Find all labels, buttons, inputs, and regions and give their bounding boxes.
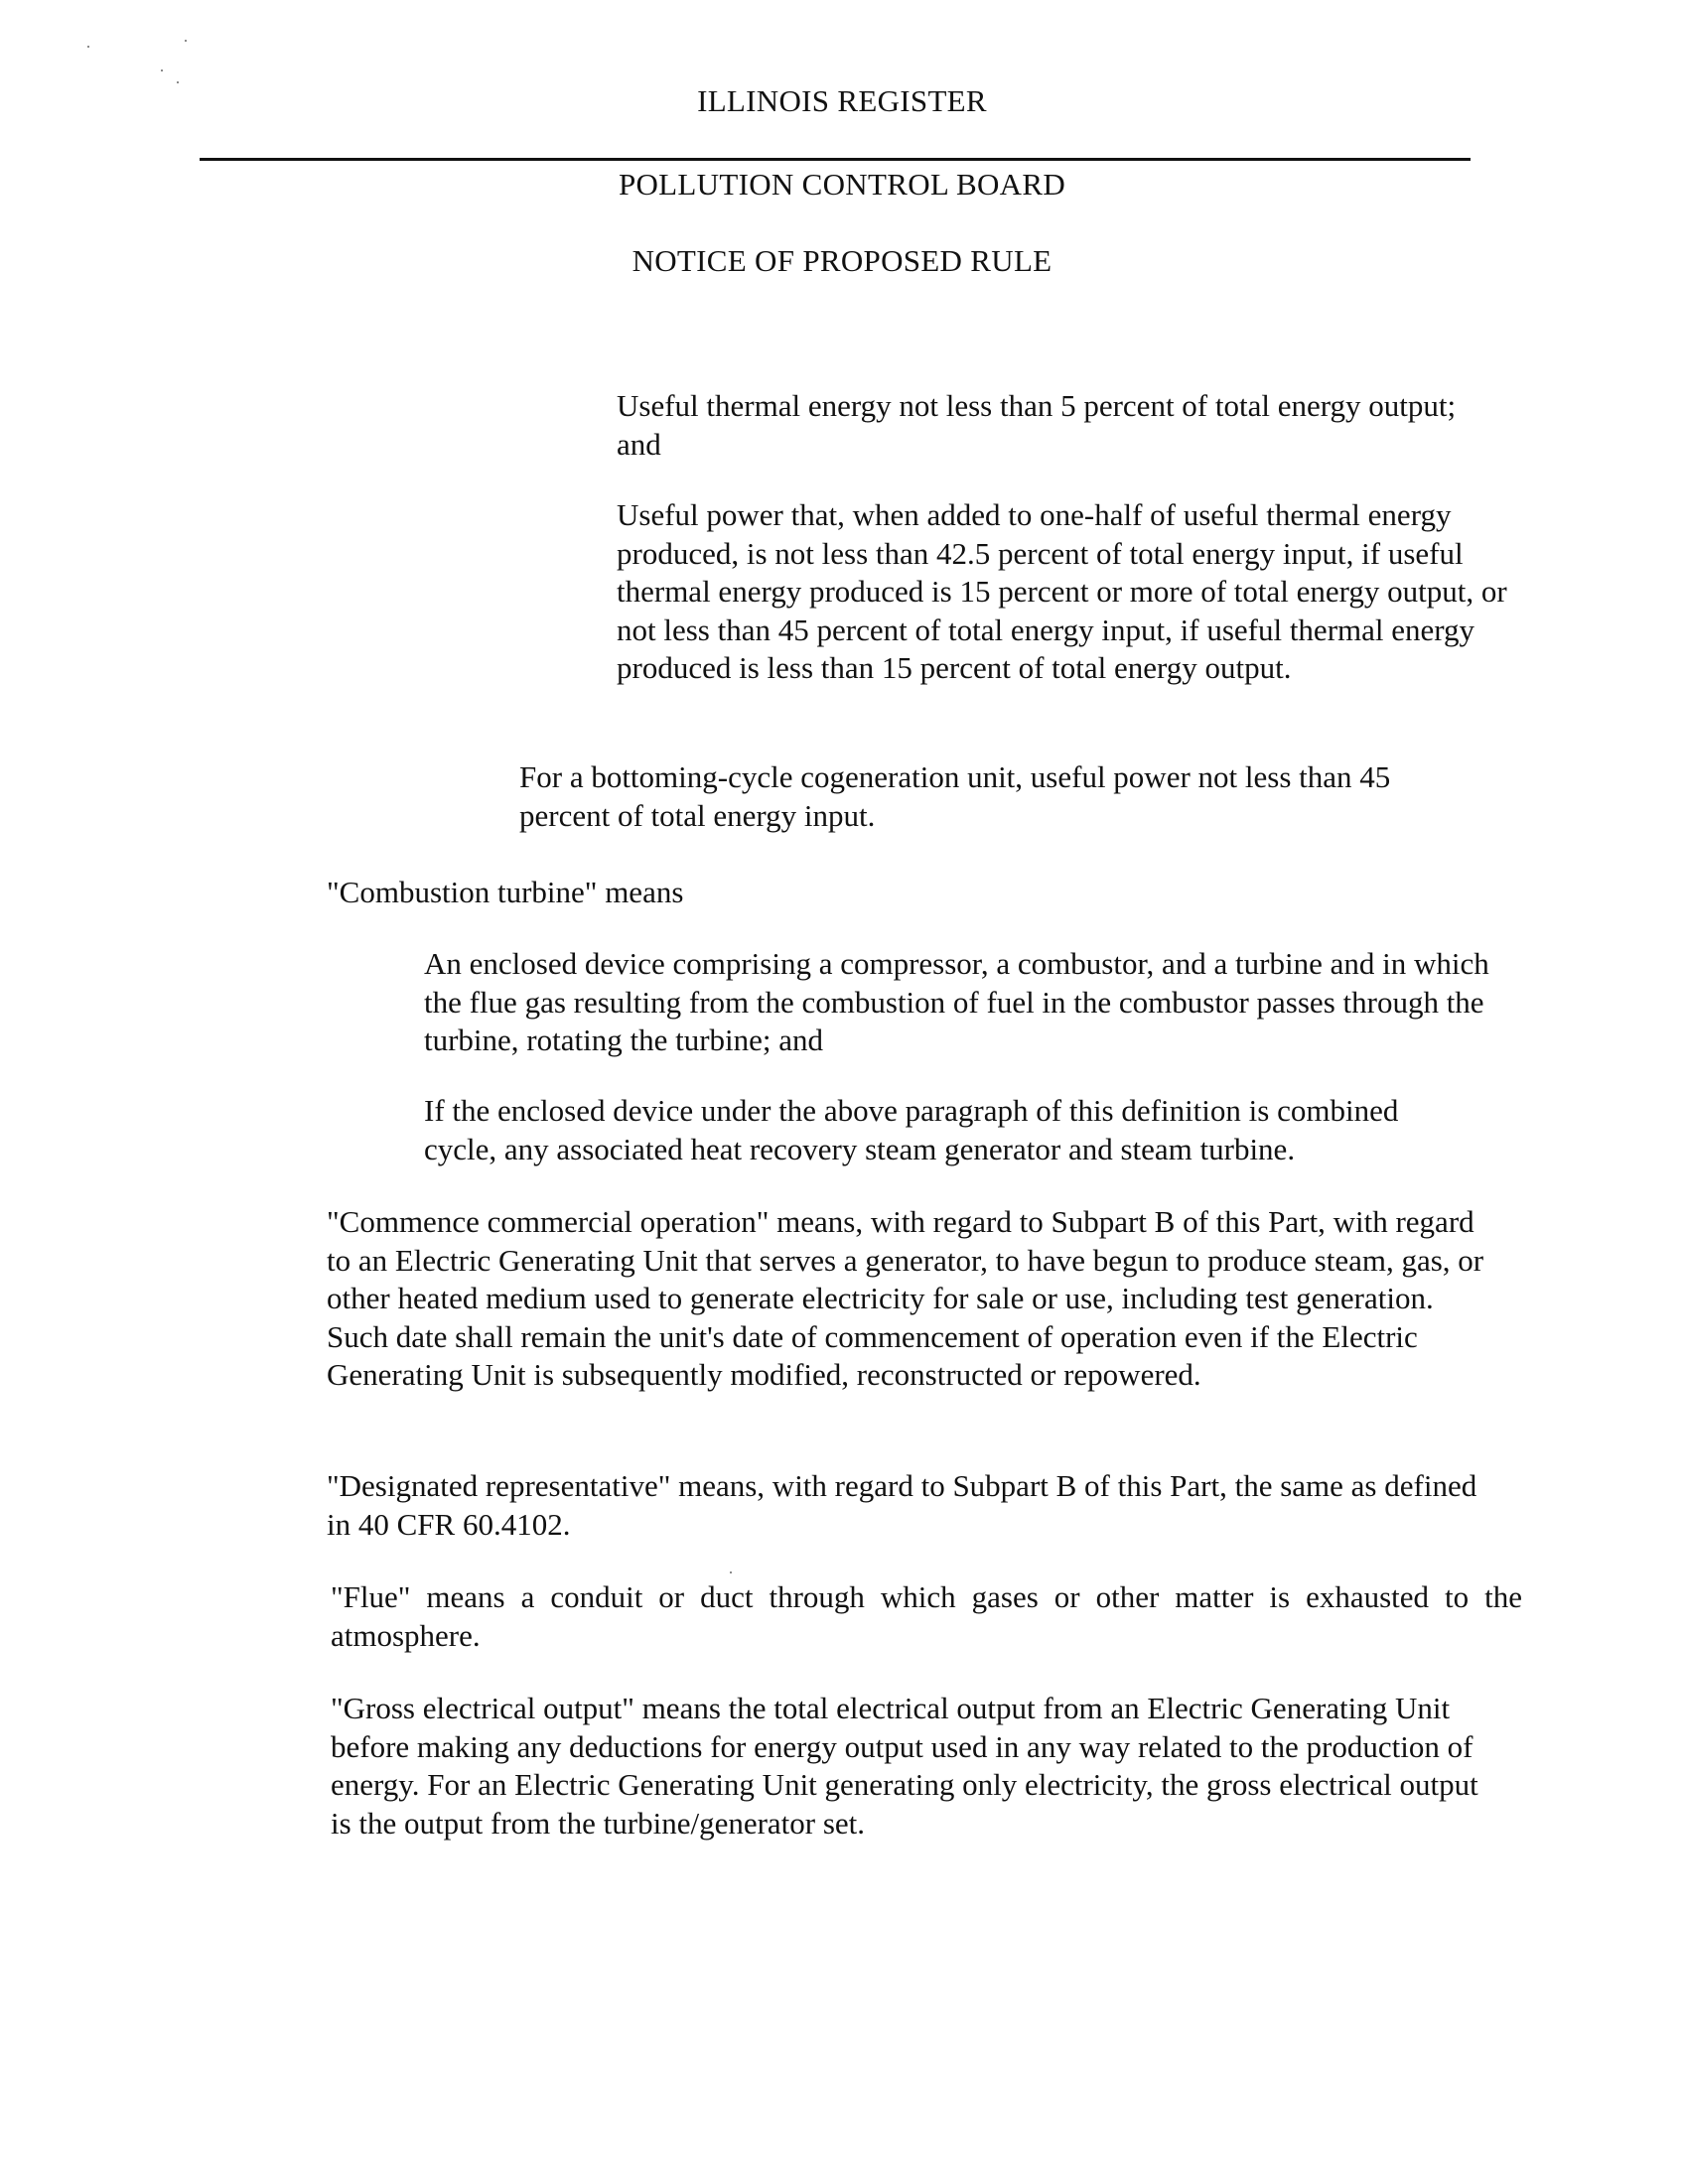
scan-speck xyxy=(161,69,163,71)
definition-combustion-turbine: "Combustion turbine" means xyxy=(327,875,684,909)
definition-designated-representative: "Designated representative" means, with regard to Subpart B of this Part, the same as defined in 40 CFR 60.4102. xyxy=(327,1468,1477,1542)
definition-flue: "Flue" means a conduit or duct through which gases or other matter is exhausted to the atmosphere. xyxy=(331,1579,1522,1653)
definition-commence-commercial-operation: "Commence commercial operation" means, with regard to Subpart B of this Part, with regard to an Electric Generating Unit that serves a generator, to have begun to produce steam, gas, or other heated medium used to generate electricity for sale or use, including test generation. Such date shall remain the unit's date of commencement of operation even if the Electric Generating Unit is subsequently modified, reconstructed or repowered. xyxy=(327,1204,1484,1392)
register-title: ILLINOIS REGISTER xyxy=(697,83,987,118)
paragraph-combined-cycle: If the enclosed device under the above paragraph of this definition is combined cycle, any associated heat recovery steam generator and steam turbine. xyxy=(424,1093,1399,1166)
header-divider xyxy=(200,158,1471,161)
board-name: POLLUTION CONTROL BOARD xyxy=(618,167,1066,202)
paragraph-bottoming-cycle: For a bottoming-cycle cogeneration unit, useful power not less than 45 percent of total energy input. xyxy=(519,759,1391,833)
paragraph-useful-power: Useful power that, when added to one-half of useful thermal energy produced, is not less than 42.5 percent of total energy input, if useful thermal energy produced is 15 percent or more of total energy output, or not less than 45 percent of total energy input, if useful thermal energy produced is less than 15 percent of total energy output. xyxy=(617,497,1507,685)
definition-gross-electrical-output: "Gross electrical output" means the total electrical output from an Electric Generating Unit before making any deductions for energy output used in any way related to the production of energy. For an Electric Generating Unit generating only electricity, the gross electrical output is the output from the turbine/generator set. xyxy=(331,1691,1478,1841)
scan-speck xyxy=(87,46,89,48)
scan-speck xyxy=(185,40,187,42)
notice-title: NOTICE OF PROPOSED RULE xyxy=(632,243,1052,278)
scan-speck xyxy=(730,1571,732,1573)
paragraph-thermal-energy: Useful thermal energy not less than 5 percent of total energy output; and xyxy=(617,388,1457,462)
paragraph-enclosed-device: An enclosed device comprising a compressor, a combustor, and a turbine and in which the flue gas resulting from the combustion of fuel in the combustor passes through the turbine, rotating the turbine; and xyxy=(424,946,1489,1057)
